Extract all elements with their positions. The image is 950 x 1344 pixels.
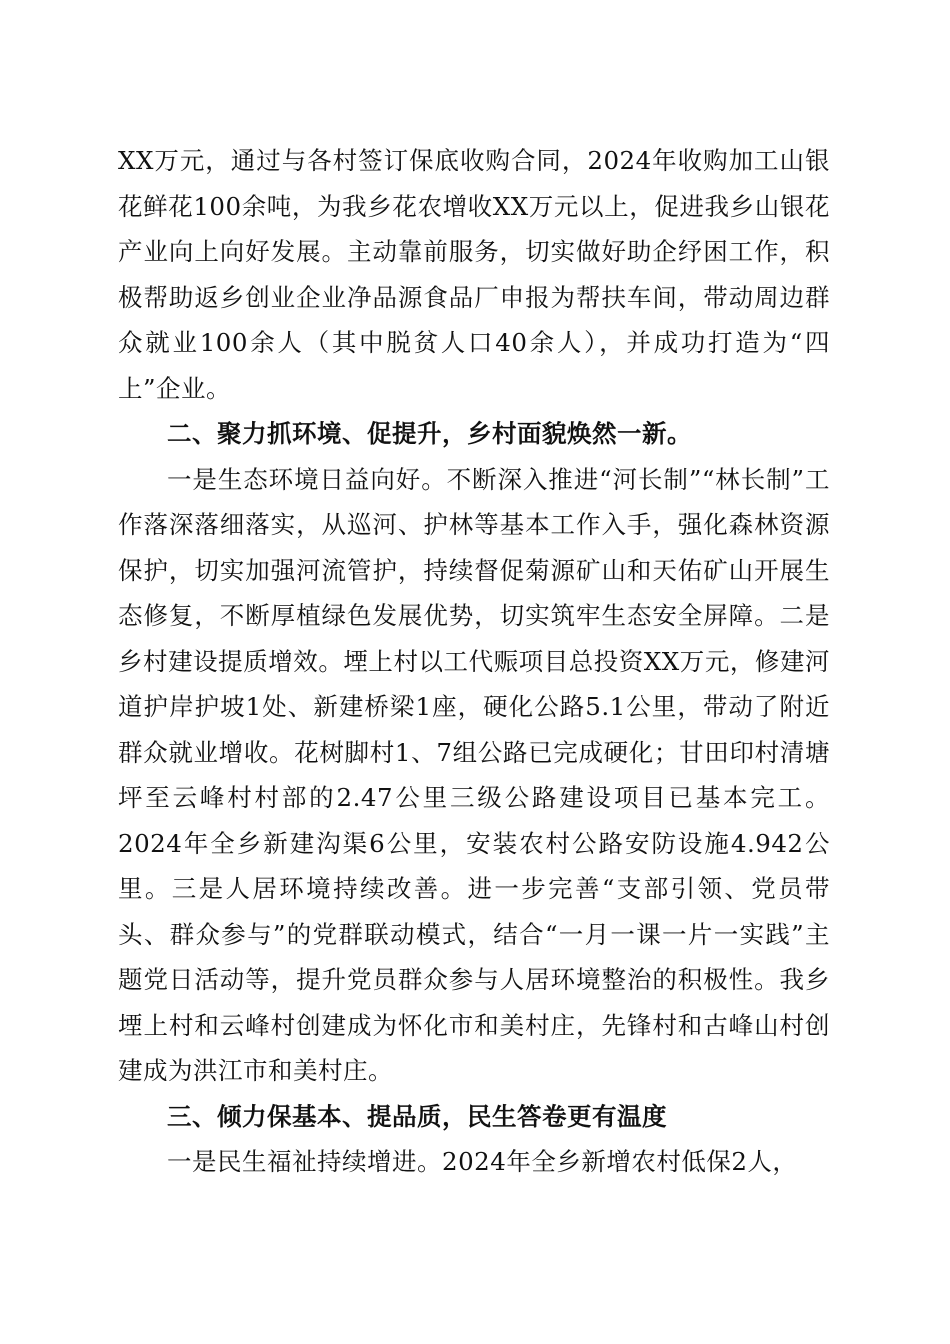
- body-paragraph-1: XX万元，通过与各村签订保底收购合同，2024年收购加工山银花鲜花100余吨，为我乡花农增收XX万元以上，促进我乡山银花产业向上向好发展。主动靠前服务，切实做好助企纾困工作，积极帮助返乡创业企业净品源食品厂申报为帮扶车间，带动周边群众就业100余人（其中脱贫人口40余人），并成功打造为“四上”企业。: [118, 146, 830, 403]
- body-paragraph-2: 一是生态环境日益向好。不断深入推进“河长制”“林长制”工作落深落细落实，从巡河、护林等基本工作入手，强化森林资源保护，切实加强河流管护，持续督促菊源矿山和天佑矿山开展生态修复，不断厚植绿色发展优势，切实筑牢生态安全屏障。二是乡村建设提质增效。堙上村以工代赈项目总投资XX万元，修建河道护岸护坡1处、新建桥梁1座，硬化公路5.1公里，带动了附近群众就业增收。花树脚村1、7组公路已完成硬化；甘田印村清塘坪至云峰村村部的2.47公里三级公路建设项目已基本完工。2024年全乡新建沟渠6公里，安装农村公路安防设施4.942公里。三是人居环境持续改善。进一步完善“支部引领、党员带头、群众参与”的党群联动模式，结合“一月一课一片一实践”主题党日活动等，提升党员群众参与人居环境整治的积极性。我乡堙上村和云峰村创建成为怀化市和美村庄，先锋村和古峰山村创建成为洪江市和美村庄。: [118, 464, 830, 1085]
- section-heading-3: 三、倾力保基本、提品质，民生答卷更有温度: [167, 1101, 667, 1131]
- body-paragraph-3: 一是民生福祉持续增进。2024年全乡新增农村低保2人，: [167, 1147, 798, 1176]
- document-body: [118, 138, 830, 1185]
- section-heading-2: 二、聚力抓环境、促提升，乡村面貌焕然一新。: [167, 419, 692, 448]
